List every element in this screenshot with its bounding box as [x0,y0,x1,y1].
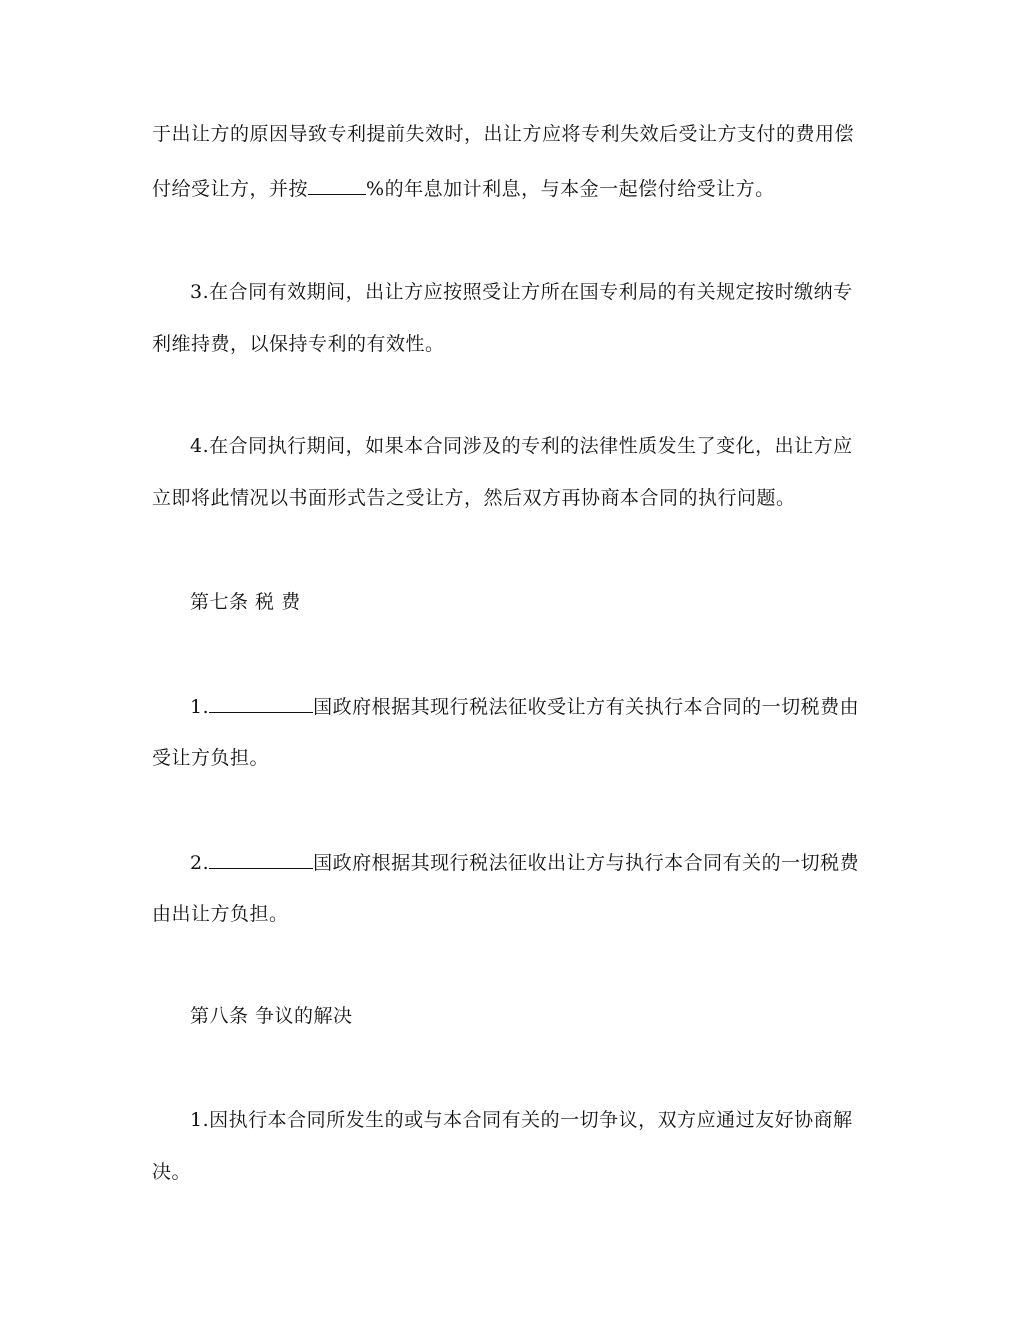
text-line [152,332,445,356]
text-line [152,176,775,201]
heading-text: 第七条 税 费 [190,591,301,613]
paragraph-text: 利维持费，以保持专利的有效性。 [152,333,445,355]
paragraph-text: 1.因执行本合同所发生的或与本合同有关的一切争议，双方应通过友好协商解 [190,1109,853,1131]
text-line [190,850,859,875]
paragraph-text: 1. [190,696,210,718]
section-heading [190,1004,353,1028]
text-line [190,694,859,719]
text-line [152,1160,191,1184]
paragraph-text: %的年息加计利息，与本金一起偿付给受让方。 [366,178,775,200]
paragraph-text: 决。 [152,1161,192,1183]
paragraph-text: 付给受让方，并按 [152,178,309,200]
paragraph-text: 由出让方负担。 [152,903,289,925]
text-line [152,746,269,770]
paragraph-text: 国政府根据其现行税法征收受让方有关执行本合同的一切税费由 [313,696,860,718]
section-heading [190,590,301,614]
text-line [190,280,853,304]
heading-text: 第八条 争议的解决 [190,1005,353,1027]
paragraph-text: 4.在合同执行期间，如果本合同涉及的专利的法律性质发生了变化，出让方应 [190,435,853,457]
paragraph-text: 国政府根据其现行税法征收出让方与执行本合同有关的一切税费 [313,852,860,874]
paragraph-text: 3.在合同有效期间，出让方应按照受让方所在国专利局的有关规定按时缴纳专 [190,281,853,303]
fill-in-blank [209,694,313,713]
paragraph-text: 立即将此情况以书面形式告之受让方，然后双方再协商本合同的执行问题。 [152,487,796,509]
text-line [152,486,796,510]
paragraph-text: 于出让方的原因导致专利提前失效时，出让方应将专利失效后受让方支付的费用偿 [152,123,855,145]
paragraph-text: 受让方负担。 [152,747,270,769]
text-line [152,902,289,926]
fill-in-blank [209,850,313,869]
text-line [190,1108,853,1132]
fill-in-blank [308,176,366,195]
paragraph-text: 2. [190,852,210,874]
text-line [190,434,853,458]
text-line [152,122,854,146]
